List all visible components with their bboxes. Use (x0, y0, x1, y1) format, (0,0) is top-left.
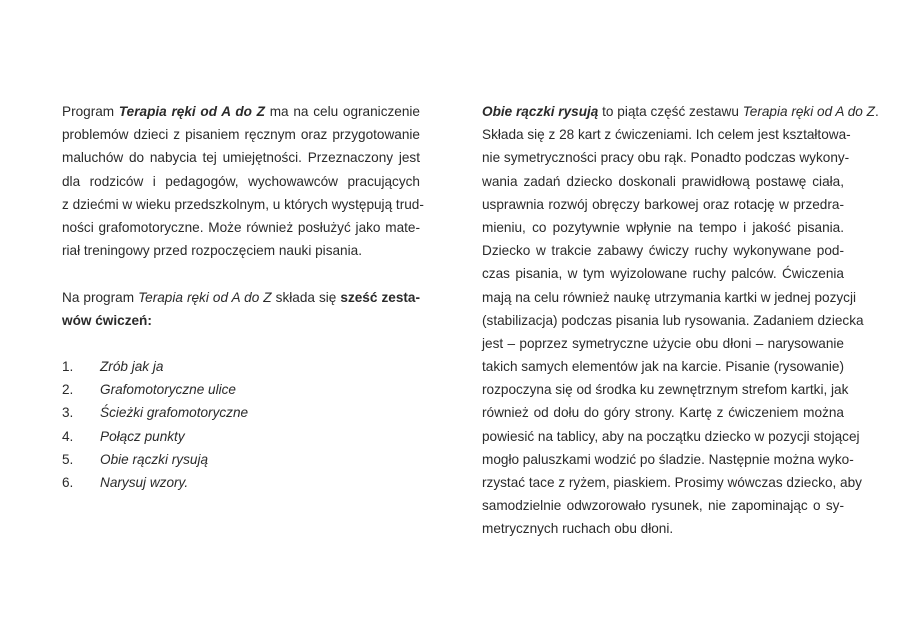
text-line (482, 286, 857, 309)
text-segment: ności grafomotoryczne. Może również posłużyć jako mate- (62, 219, 420, 235)
text-segment: . (874, 104, 879, 119)
list-item (62, 471, 420, 494)
paragraph-gap (62, 262, 420, 285)
text-line (482, 239, 844, 262)
text-line (482, 170, 844, 193)
text-segment: składa się (271, 289, 341, 305)
text-segment: Dziecko w trakcie zabawy ćwiczy ruchy wykonywane pod- (482, 243, 844, 259)
right-column (482, 100, 879, 541)
text-line (62, 286, 420, 309)
text-line (482, 309, 864, 332)
emphasis-text: Terapia ręki od A do Z (118, 104, 265, 119)
text-line (62, 309, 420, 332)
text-line (482, 494, 844, 517)
text-line (482, 378, 849, 401)
emphasis-text: sześć zesta- (340, 289, 420, 305)
text-segment: samodzielnie odwzorowało rysunek, nie zapominając o sy- (482, 498, 844, 514)
text-segment: powiesić na tablicy, aby na początku dziecko w pozycji stojącej (482, 428, 860, 444)
emphasis-text: Terapia ręki od A do Z (138, 289, 272, 305)
text-line (482, 262, 844, 285)
text-segment: (stabilizacja) podczas pisania lub rysowania. Zadaniem dziecka (482, 312, 864, 328)
text-segment: również od dołu do góry strony. Kartę z ćwiczeniem można (482, 405, 844, 421)
list-item-text: Narysuj wzory. (100, 475, 189, 490)
paragraph-gap (62, 332, 420, 355)
list-item-number: 2. (62, 382, 74, 398)
text-line (482, 517, 844, 540)
description-paragraph (482, 100, 879, 541)
text-segment: mogło paluszkami wodzić po śladzie. Następnie można wyko- (482, 451, 854, 467)
list-item-text: Obie rączki rysują (100, 451, 209, 467)
text-line (482, 123, 851, 146)
list-item-number: 5. (62, 451, 74, 467)
text-segment: dla rodziców i pedagogów, wychowawców pracujących (62, 173, 420, 189)
text-line (482, 471, 862, 494)
text-line (482, 448, 854, 471)
list-item-number: 6. (62, 475, 74, 490)
list-item-text: Ścieżki grafomotoryczne (100, 405, 249, 421)
list-item (62, 355, 420, 378)
intro-paragraph (62, 100, 424, 262)
list-item-text: Zrób jak ja (100, 359, 164, 375)
list-item-number: 3. (62, 405, 74, 421)
text-segment: ma na celu ograniczenie (264, 104, 420, 119)
exercise-sets-list (62, 355, 420, 494)
text-line (482, 193, 844, 216)
list-item (62, 425, 420, 448)
list-item-number: 4. (62, 428, 74, 444)
text-line (62, 100, 420, 123)
list-item (62, 448, 420, 471)
text-line (62, 123, 420, 146)
text-line (482, 146, 850, 169)
text-line (62, 170, 420, 193)
text-segment: to piąta część zestawu (598, 104, 743, 119)
text-segment: Składa się z 28 kart z ćwiczeniami. Ich celem jest kształtowa- (482, 127, 851, 143)
text-line (482, 332, 844, 355)
text-segment: nie symetryczności pracy obu rąk. Ponadto podczas wykony- (482, 150, 850, 166)
emphasis-text: wów ćwiczeń: (62, 312, 152, 328)
list-item (62, 378, 420, 401)
text-line (62, 216, 420, 239)
text-line (482, 401, 844, 424)
text-segment: wania zadań dziecko doskonali prawidłową postawę ciała, (482, 173, 844, 189)
list-item (62, 401, 420, 424)
text-line (482, 425, 860, 448)
text-line (62, 193, 424, 216)
sets-paragraph (62, 286, 420, 332)
text-segment: problemów dzieci z pisaniem ręcznym oraz przygotowanie (62, 127, 420, 143)
text-segment: takich samych elementów jak na karcie. Pisanie (rysowanie) (482, 359, 844, 375)
text-segment: Program (62, 104, 119, 119)
text-segment: z dziećmi w wieku przedszkolnym, u których występują trud- (62, 196, 424, 212)
text-segment: mieniu, co pozytywnie wpłynie na tempo i jakość pisania. (482, 219, 844, 235)
text-segment: mają na celu również naukę utrzymania kartki w jednej pozycji (482, 289, 857, 305)
left-column (62, 100, 424, 494)
text-segment: metrycznych ruchach obu dłoni. (482, 521, 674, 537)
text-segment: usprawnia rozwój obręczy barkowej oraz rotację w przedra- (482, 196, 844, 212)
text-segment: riał treningowy przed rozpoczęciem nauki pisania. (62, 243, 362, 259)
text-segment: czas pisania, w tym wyizolowane ruchy palców. Ćwiczenia (482, 266, 844, 282)
list-item-text: Grafomotoryczne ulice (100, 382, 236, 398)
text-line (62, 239, 420, 262)
text-line (482, 100, 879, 123)
text-segment: Na program (62, 289, 139, 305)
list-item-number: 1. (62, 359, 74, 375)
text-line (482, 355, 844, 378)
emphasis-text: Terapia ręki od A do Z (742, 104, 875, 119)
text-line (62, 146, 420, 169)
emphasis-text: Obie rączki rysują (482, 104, 599, 119)
text-segment: maluchów do nabycia tej umiejętności. Przeznaczony jest (62, 150, 420, 166)
text-segment: rozpoczyna się od środka ku zewnętrznym strefom kartki, jak (482, 382, 849, 398)
list-item-text: Połącz punkty (100, 428, 185, 444)
text-segment: rzystać tace z ryżem, piaskiem. Prosimy wówczas dziecko, aby (482, 475, 862, 490)
text-segment: jest – poprzez symetryczne użycie obu dłoni – narysowanie (482, 335, 844, 351)
text-line (482, 216, 844, 239)
